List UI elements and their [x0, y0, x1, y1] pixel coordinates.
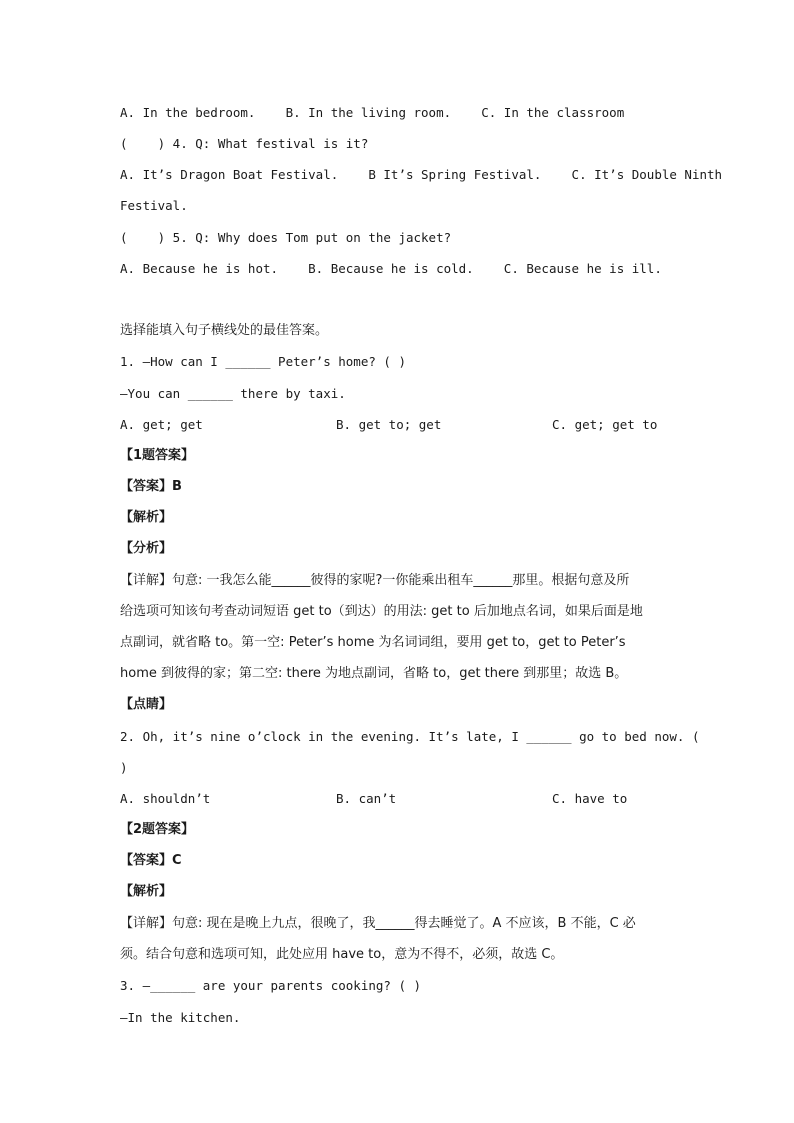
mc2-question-cont: ): [120, 760, 128, 775]
mc1-option-b: B. get to; get: [336, 417, 442, 432]
q4-question: ( ) 4. Q: What festival is it?: [120, 136, 369, 151]
mc1-question: 1. —How can I ______ Peter’s home? ( ): [120, 354, 406, 369]
mc1-option-c: C. get; get to: [552, 417, 658, 432]
mc2-detail-line2: 须。结合句意和选项可知，此处应用 have to，意为不得不，必须，故选 C。: [120, 947, 564, 962]
mc1-question-line2: —You can ______ there by taxi.: [120, 386, 346, 401]
mc1-detail-line1: 【详解】句意: 一我怎么能______彼得的家呢?一你能乘出租车______那里。根据句意及所: [120, 573, 630, 588]
mc3-question-line2: —In the kitchen.: [120, 1010, 241, 1025]
mc1-answer-heading: 【1题答案】: [120, 448, 195, 463]
mc2-answer: 【答案】C: [120, 853, 182, 868]
mc1-option-a: A. get; get: [120, 417, 203, 432]
mc2-option-a: A. shouldn’t: [120, 791, 211, 806]
mc2-option-c: C. have to: [552, 791, 628, 806]
mc1-detail-line2: 给选项可知该句考查动词短语 get to（到达）的用法: get to 后加地点名词，如果后面是地: [120, 604, 643, 619]
q5-question: ( ) 5. Q: Why does Tom put on the jacket?: [120, 230, 452, 245]
section-instruction: 选择能填入句子横线处的最佳答案。: [120, 323, 329, 338]
mc2-detail-line1: 【详解】句意: 现在是晚上九点，很晚了，我______得去睡觉了。A 不应该，B 不能，C 必: [120, 916, 636, 931]
mc1-tip-heading: 【点睛】: [120, 697, 173, 712]
q3-options: A. In the bedroom. B. In the living room. C. In the classroom: [120, 105, 625, 120]
mc1-detail-line3: 点副词，就省略 to。第一空: Peter’s home 为名词词组，要用 get to，get to Peter’s: [120, 635, 626, 650]
mc1-detail-line4: home 到彼得的家；第二空: there 为地点副词，省略 to，get there 到那里；故选 B。: [120, 666, 628, 681]
mc3-question: 3. —______ are your parents cooking? ( ): [120, 978, 422, 993]
mc1-analysis-heading: 【解析】: [120, 510, 173, 525]
q4-options-cont: Festival.: [120, 198, 188, 213]
mc2-question: 2. Oh, it’s nine o’clock in the evening. It’s late, I ______ go to bed now. (: [120, 729, 700, 744]
mc2-option-b: B. can’t: [336, 791, 397, 806]
mc1-answer: 【答案】B: [120, 479, 182, 494]
q5-options: A. Because he is hot. B. Because he is cold. C. Because he is ill.: [120, 261, 662, 276]
mc1-analysis-sub: 【分析】: [120, 541, 173, 556]
mc2-analysis-heading: 【解析】: [120, 884, 173, 899]
q4-options: A. It’s Dragon Boat Festival. B It’s Spring Festival. C. It’s Double Ninth: [120, 167, 723, 182]
mc2-answer-heading: 【2题答案】: [120, 822, 195, 837]
